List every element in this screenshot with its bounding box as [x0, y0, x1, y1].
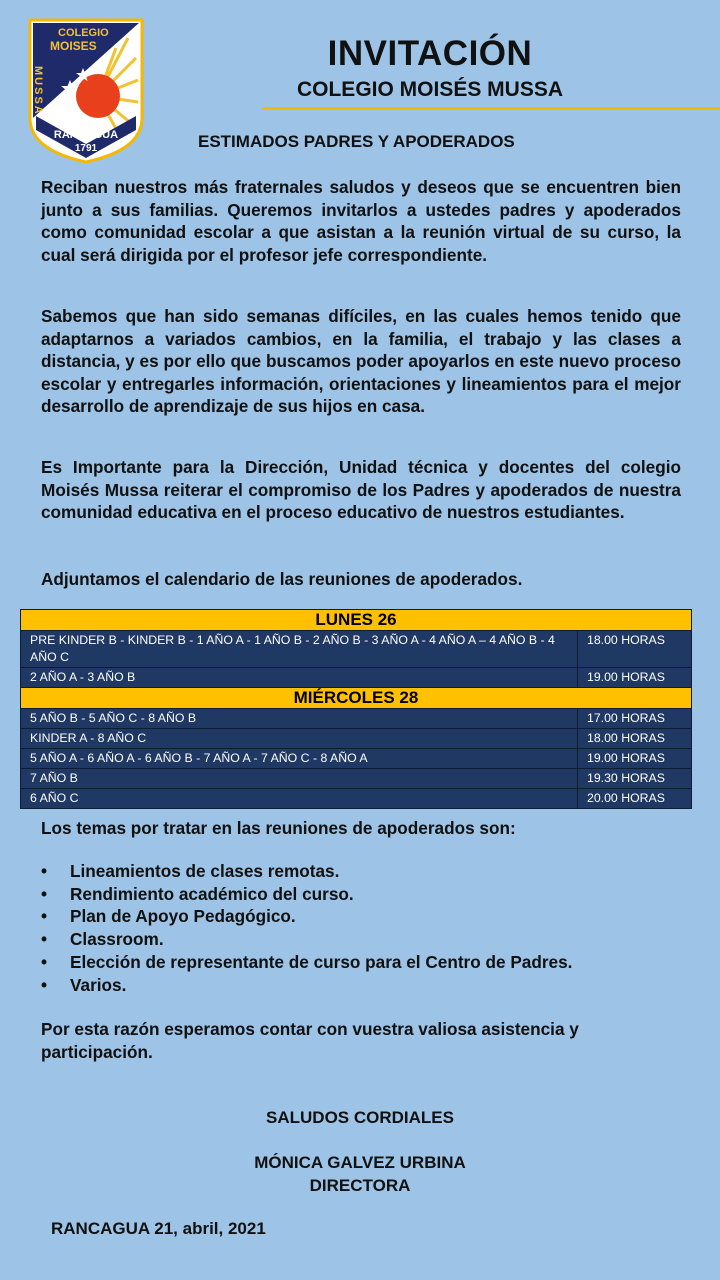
list-item [41, 860, 572, 883]
salutation: SALUDOS CORDIALES [266, 1108, 454, 1127]
list-item [41, 905, 572, 928]
course-cell: 6 AÑO C [21, 789, 578, 809]
table-row [21, 769, 692, 789]
signer-name: MÓNICA GALVEZ URBINA [254, 1153, 466, 1172]
paragraph-calendar-intro: Adjuntamos el calendario de las reuniones de apoderados. [41, 569, 523, 589]
logo-text-moises: MOISES [50, 39, 97, 53]
topics-heading: Los temas por tratar en las reuniones de apoderados son: [41, 818, 516, 838]
course-cell: PRE KINDER B - KINDER B - 1 AÑO A - 1 AÑO B - 2 AÑO B - 3 AÑO A - 4 AÑO A – 4 AÑO B - 4 AÑO C [21, 631, 578, 668]
topic-text: Classroom. [70, 929, 164, 950]
list-item [41, 928, 572, 951]
invitation-title: INVITACIÓN [327, 34, 533, 73]
paragraph-invitation: Reciban nuestros más fraternales saludos y deseos que se encuentren bien junto a sus familias. Queremos invitarlos a ustedes padres y apoderados como comunidad escolar a que asistan a la reunión virtual de su curso, la cual será dirigida por el profesor jefe correspondiente. [41, 177, 681, 265]
time-cell: 19.00 HORAS [578, 749, 692, 769]
bullet-icon: • [41, 974, 48, 995]
bullet-icon: • [41, 883, 48, 904]
topic-text: Lineamientos de clases remotas. [70, 861, 340, 881]
time-cell: 18.00 HORAS [578, 631, 692, 668]
logo-text-colegio: COLEGIO [58, 27, 109, 39]
school-crest-logo [28, 18, 144, 164]
bullet-icon: • [41, 929, 48, 950]
course-cell: KINDER A - 8 AÑO C [21, 729, 578, 749]
day-header-row [21, 688, 692, 709]
greeting-heading: ESTIMADOS PADRES Y APODERADOS [198, 132, 515, 151]
list-item [41, 883, 572, 906]
closing-paragraph: Por esta razón esperamos contar con vuestra valiosa asistencia y participación. [41, 1019, 579, 1062]
meeting-calendar-table [20, 609, 692, 809]
time-cell: 17.00 HORAS [578, 709, 692, 729]
day-header-row [21, 610, 692, 631]
time-cell: 20.00 HORAS [578, 789, 692, 809]
topic-text: Elección de representante de curso para el Centro de Padres. [70, 951, 573, 972]
time-cell: 19.00 HORAS [578, 668, 692, 688]
school-name-subtitle: COLEGIO MOISÉS MUSSA [296, 78, 564, 101]
course-cell: 2 AÑO A - 3 AÑO B [21, 668, 578, 688]
day-header-monday: LUNES 26 [21, 610, 692, 631]
table-row [21, 668, 692, 688]
table-row [21, 729, 692, 749]
course-cell: 5 AÑO B - 5 AÑO C - 8 AÑO B [21, 709, 578, 729]
table-row [21, 709, 692, 729]
title-divider [262, 107, 720, 110]
place-and-date: RANCAGUA 21, abril, 2021 [51, 1219, 266, 1238]
logo-text-year: 1791 [74, 143, 98, 154]
table-row [21, 631, 692, 668]
bullet-icon: • [41, 861, 48, 881]
paragraph-commitment: Es Importante para la Dirección, Unidad técnica y docentes del colegio Moisés Mussa reiterar el compromiso de los Padres y apoderados de nuestra comunidad educativa en el proceso educativo de nuestros estudiantes. [41, 457, 681, 522]
day-header-wednesday: MIÉRCOLES 28 [21, 688, 692, 709]
paragraph-support: Sabemos que han sido semanas difíciles, en las cuales hemos tenido que adaptarnos a variados cambios, en la familia, el trabajo y las clases a distancia, y es por ello que buscamos poder apoyarlos en este nuevo proceso escolar y entregarles información, orientaciones y lineamientos para el mejor desarrollo de aprendizaje de sus hijos en casa. [41, 306, 681, 416]
time-cell: 19.30 HORAS [578, 769, 692, 789]
list-item [41, 951, 572, 974]
logo-text-rancagua: RANCAGUA [53, 129, 119, 141]
bullet-icon: • [41, 951, 48, 972]
topics-list [41, 860, 572, 996]
time-cell: 18.00 HORAS [578, 729, 692, 749]
bullet-icon: • [41, 906, 48, 927]
table-row [21, 749, 692, 769]
topic-text: Varios. [70, 974, 127, 995]
table-row [21, 789, 692, 809]
logo-text-mussa: MUSSA [32, 66, 44, 116]
signer-role: DIRECTORA [309, 1176, 411, 1195]
list-item [41, 974, 572, 997]
topic-text: Plan de Apoyo Pedagógico. [70, 906, 296, 927]
course-cell: 7 AÑO B [21, 769, 578, 789]
topic-text: Rendimiento académico del curso. [70, 883, 354, 904]
course-cell: 5 AÑO A - 6 AÑO A - 6 AÑO B - 7 AÑO A - 7 AÑO C - 8 AÑO A [21, 749, 578, 769]
